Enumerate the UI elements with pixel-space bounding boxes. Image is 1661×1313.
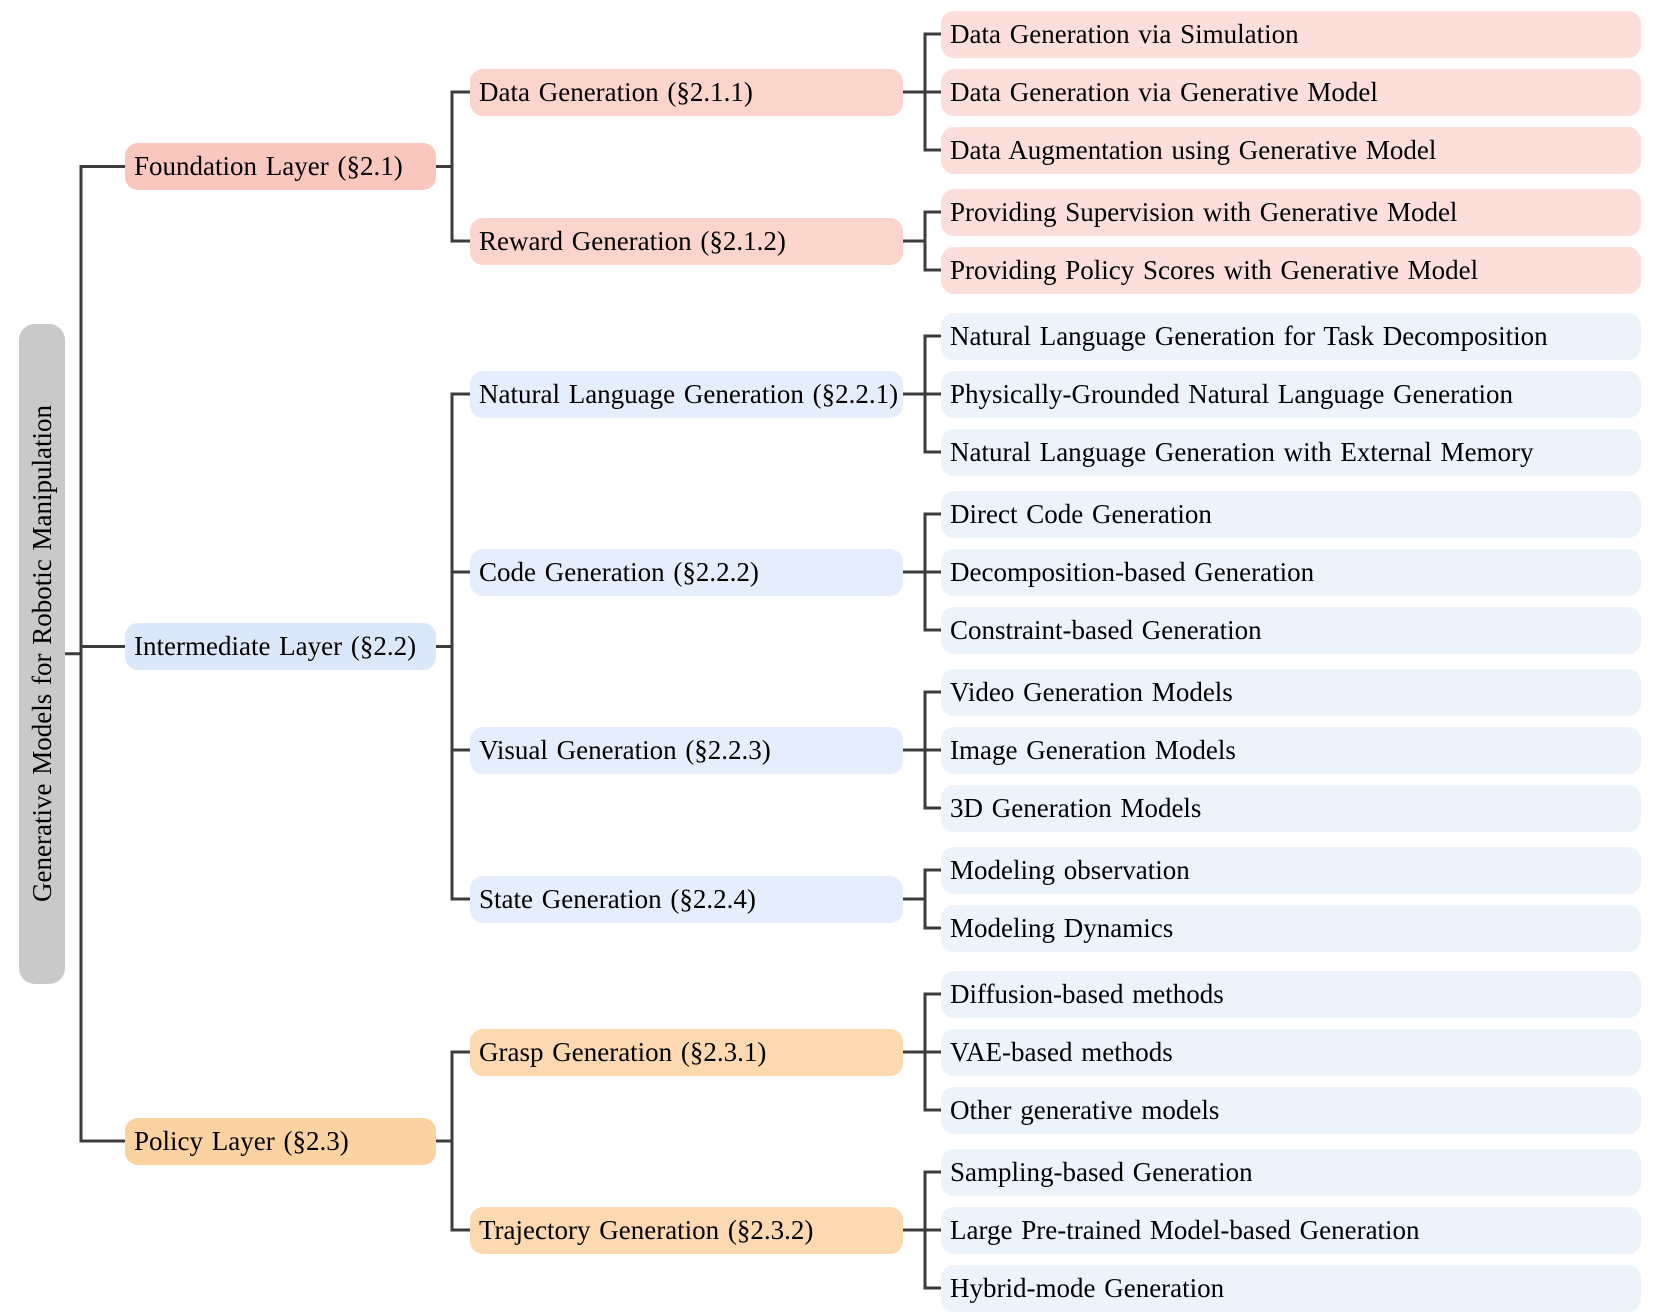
leaf-node-image-generation-models-label: Image Generation Models [950, 734, 1236, 765]
category-node-natural-language-generation-2-2-1-label: Natural Language Generation (§2.2.1) [479, 378, 899, 409]
leaf-node-hybrid-mode-generation-label: Hybrid-mode Generation [950, 1272, 1225, 1303]
layer-node-foundation-layer-2-1 [125, 143, 436, 190]
category-node-trajectory-generation-2-3-2 [470, 1207, 903, 1254]
leaf-node-large-pre-trained-model-based-generation [941, 1207, 1641, 1254]
leaf-node-data-generation-via-simulation-label: Data Generation via Simulation [950, 18, 1299, 49]
leaf-node-modeling-dynamics-label: Modeling Dynamics [950, 912, 1174, 943]
leaf-node-sampling-based-generation [941, 1149, 1641, 1196]
category-node-grasp-generation-2-3-1 [470, 1029, 903, 1076]
leaf-node-providing-supervision-with-generative-model [941, 189, 1641, 236]
leaf-node-image-generation-models [941, 727, 1641, 774]
leaf-node-natural-language-generation-with-external-memory [941, 429, 1641, 476]
leaf-node-constraint-based-generation-label: Constraint-based Generation [950, 614, 1262, 645]
leaf-node-natural-language-generation-for-task-decomposition [941, 313, 1641, 360]
leaf-node-vae-based-methods-label: VAE-based methods [950, 1036, 1173, 1067]
category-node-grasp-generation-2-3-1-label: Grasp Generation (§2.3.1) [479, 1036, 767, 1067]
leaf-node-data-generation-via-generative-model [941, 69, 1641, 116]
category-node-reward-generation-2-1-2-label: Reward Generation (§2.1.2) [479, 225, 786, 256]
leaf-node-modeling-dynamics [941, 905, 1641, 952]
root-node-generative-models-for-robotic-manipulation [19, 324, 65, 984]
category-node-code-generation-2-2-2 [470, 549, 903, 596]
category-node-data-generation-2-1-1 [470, 69, 903, 116]
leaf-node-diffusion-based-methods [941, 971, 1641, 1018]
leaf-node-3d-generation-models-label: 3D Generation Models [950, 792, 1202, 823]
leaf-node-data-generation-via-generative-model-label: Data Generation via Generative Model [950, 76, 1378, 107]
leaf-node-data-augmentation-using-generative-model-label: Data Augmentation using Generative Model [950, 134, 1437, 165]
leaf-node-decomposition-based-generation [941, 549, 1641, 596]
category-node-code-generation-2-2-2-label: Code Generation (§2.2.2) [479, 556, 759, 587]
layer-node-intermediate-layer-2-2-label: Intermediate Layer (§2.2) [134, 631, 417, 661]
category-node-visual-generation-2-2-3 [470, 727, 903, 774]
leaf-node-constraint-based-generation [941, 607, 1641, 654]
leaf-node-vae-based-methods [941, 1029, 1641, 1076]
layer-node-policy-layer-2-3 [125, 1118, 436, 1165]
category-node-state-generation-2-2-4 [470, 876, 903, 923]
leaf-node-physically-grounded-natural-language-generation [941, 371, 1641, 418]
category-node-natural-language-generation-2-2-1 [470, 371, 903, 418]
leaf-node-hybrid-mode-generation [941, 1265, 1641, 1312]
category-node-visual-generation-2-2-3-label: Visual Generation (§2.2.3) [479, 734, 771, 765]
leaf-node-modeling-observation-label: Modeling observation [950, 854, 1190, 885]
leaf-node-sampling-based-generation-label: Sampling-based Generation [950, 1156, 1253, 1187]
layer-node-intermediate-layer-2-2 [125, 623, 436, 670]
leaf-node-video-generation-models-label: Video Generation Models [950, 676, 1233, 707]
leaf-node-large-pre-trained-model-based-generation-label: Large Pre-trained Model-based Generation [950, 1214, 1420, 1245]
leaf-node-other-generative-models-label: Other generative models [950, 1094, 1220, 1125]
leaf-node-providing-supervision-with-generative-model-label: Providing Supervision with Generative Model [950, 196, 1458, 227]
leaf-node-physically-grounded-natural-language-generation-label: Physically-Grounded Natural Language Generation [950, 378, 1514, 409]
leaf-node-natural-language-generation-for-task-decomposition-label: Natural Language Generation for Task Decomposition [950, 320, 1548, 351]
leaf-node-decomposition-based-generation-label: Decomposition-based Generation [950, 556, 1315, 587]
category-node-data-generation-2-1-1-label: Data Generation (§2.1.1) [479, 76, 753, 107]
leaf-node-video-generation-models [941, 669, 1641, 716]
leaf-node-direct-code-generation-label: Direct Code Generation [950, 498, 1212, 529]
leaf-node-providing-policy-scores-with-generative-model-label: Providing Policy Scores with Generative Model [950, 254, 1479, 285]
category-node-reward-generation-2-1-2 [470, 218, 903, 265]
leaf-node-modeling-observation [941, 847, 1641, 894]
leaf-node-providing-policy-scores-with-generative-model [941, 247, 1641, 294]
leaf-node-data-augmentation-using-generative-model [941, 127, 1641, 174]
leaf-node-other-generative-models [941, 1087, 1641, 1134]
leaf-node-natural-language-generation-with-external-memory-label: Natural Language Generation with External Memory [950, 436, 1534, 467]
layer-node-foundation-layer-2-1-label: Foundation Layer (§2.1) [134, 151, 403, 181]
leaf-node-3d-generation-models [941, 785, 1641, 832]
category-node-state-generation-2-2-4-label: State Generation (§2.2.4) [479, 883, 756, 914]
leaf-node-diffusion-based-methods-label: Diffusion-based methods [950, 978, 1224, 1009]
root-label: Generative Models for Robotic Manipulation [26, 405, 57, 903]
leaf-node-direct-code-generation [941, 491, 1641, 538]
layer-node-policy-layer-2-3-label: Policy Layer (§2.3) [134, 1125, 349, 1156]
category-node-trajectory-generation-2-3-2-label: Trajectory Generation (§2.3.2) [479, 1214, 814, 1245]
leaf-node-data-generation-via-simulation [941, 11, 1641, 58]
